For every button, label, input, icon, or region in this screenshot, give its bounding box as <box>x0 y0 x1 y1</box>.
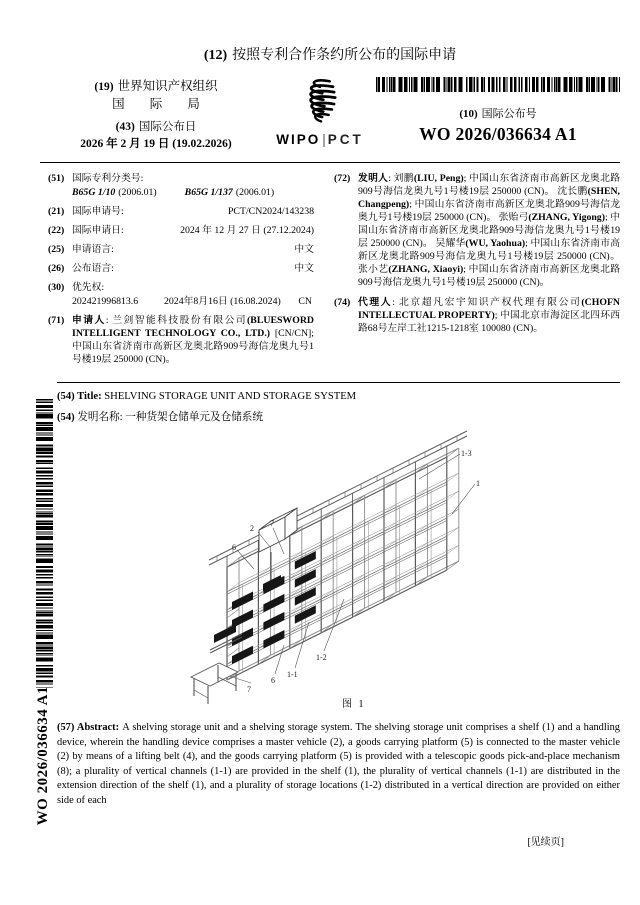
field-30-number: (30) <box>48 282 65 293</box>
priority-date: 2024年8月16日 (16.08.2024) <box>164 296 281 307</box>
ipc-code-entry <box>185 186 275 199</box>
agent-paragraph <box>334 296 620 335</box>
field-12-number: (12) <box>203 48 228 63</box>
priority-country: CN <box>298 296 312 307</box>
field-21-label: 国际申请号: <box>72 206 124 217</box>
field-22-value: 2024 年 12 月 27 日 (27.12.2024) <box>180 225 314 236</box>
wipo-logo-block <box>272 77 368 147</box>
ipc-section <box>48 172 314 199</box>
ipc-header <box>48 172 314 185</box>
ipc-code: B65G 1/10 <box>72 187 116 198</box>
ipc-year: (2006.01) <box>118 187 157 198</box>
field-row-application-number <box>48 205 314 218</box>
field-row-filing-date <box>48 224 314 237</box>
figure-label-6b: 6 <box>271 676 275 685</box>
header-org-block <box>40 77 272 153</box>
field-26-label: 公布语言: <box>72 263 114 274</box>
priority-section <box>48 281 314 308</box>
pub-date-label: 国际公布日 <box>138 121 197 133</box>
figure-label-1-3: 1-3 <box>461 449 472 458</box>
figure-label-7b: 7 <box>247 685 251 694</box>
header-pubno-block <box>368 77 620 145</box>
inventors-paragraph <box>334 172 620 289</box>
publication-number: WO 2026/036634 A1 <box>419 124 577 144</box>
figure-caption: 图 1 <box>342 699 366 710</box>
figure-label-2: 2 <box>250 524 254 533</box>
applicant-text: 申请人: 兰剑智能科技股份有限公司(BLUESWORD INTELLIGENT TECHNOLOGY CO., LTD.) [CN/CN]; 中国山东省济南市高新区龙奥北路909号海信龙奥九号1号楼19层 250000 (CN)。 <box>72 315 315 365</box>
field-21-value: PCT/CN2024/143238 <box>227 206 314 217</box>
header <box>40 77 620 153</box>
left-column <box>48 172 314 373</box>
field-51-number: (51) <box>48 173 65 184</box>
continuation-note: [见续页] <box>527 836 564 848</box>
side-publication-number-text: WO 2026/036634 A1 <box>34 686 51 826</box>
inventors-text: 发明人: 刘鹏(LIU, Peng); 中国山东省济南市高新区龙奥北路909号海信龙奥九号1号楼19层 250000 (CN)。 沈长鹏(SHEN, Changpeng); 中国山东省济南市高新区龙奥北路909号海信龙奥九号1号楼19层 250000 (CN)。 张贻弓(ZHANG, Yigong); 中国山东省济南市高新区龙奥北路909号海信龙奥九号1号楼19层 250000 (CN)。 吴耀华(WU, Yaohua); 中国山东省济南市高新区龙奥北路909号海信龙奥九号1号楼19层 250000 (CN)。 张小艺(ZHANG, Xiaoyi); 中国山东省济南市高新区龙奥北路909号海信龙奥九号1号楼19层 250000 (CN)。 <box>358 173 621 288</box>
title-chinese: (54) 发明名称: 一种货架仓储单元及仓储系统 <box>57 412 263 423</box>
logo-separator: | <box>322 132 326 147</box>
field-74-number: (74) <box>334 297 351 308</box>
figure-label-1-1: 1-1 <box>287 670 298 679</box>
ipc-codes <box>48 186 314 199</box>
title-divider <box>57 382 620 383</box>
field-26-number: (26) <box>48 263 65 274</box>
ipc-year: (2006.01) <box>235 187 275 198</box>
field-22-label: 国际申请日: <box>72 225 124 236</box>
right-column <box>334 172 620 373</box>
applicant-paragraph <box>48 314 314 366</box>
field-25-value: 中文 <box>294 244 314 255</box>
pct-text: PCT <box>327 132 364 147</box>
wipo-globe-icon <box>294 77 346 129</box>
wipo-pct-wordmark <box>272 132 368 147</box>
agent-text: 代理人: 北京超凡宏宇知识产权代理有限公司(CHOFN INTELLECTUAL PROPERTY); 中国北京市海淀区北四环西路68号左岸工社1215-1218室 100080 (CN)。 <box>358 297 621 334</box>
pub-date-label-line <box>40 119 272 136</box>
document-kind-line <box>40 44 620 64</box>
field-71-number: (71) <box>48 315 65 326</box>
field-43-number: (43) <box>115 121 135 133</box>
title-section <box>57 382 620 425</box>
priority-app-number: 202421996813.6 <box>72 296 139 307</box>
pub-no-label-line <box>376 105 620 121</box>
field-row-filing-language <box>48 243 314 256</box>
field-19-number: (19) <box>94 81 114 93</box>
ipc-code: B65G 1/137 <box>184 187 233 198</box>
shelving-rack-drawing <box>191 431 475 704</box>
pub-date-value: 2026 年 2 月 19 日 (19.02.2026) <box>80 138 232 150</box>
side-publication-number <box>31 686 55 876</box>
figure-drawing <box>57 429 620 721</box>
abstract-paragraph: (57) Abstract: A shelving storage unit and a shelving storage system. The shelving storage unit comprises a shelf (1) and a handling device, wherein the handling device comprises a master vehicle (2), a goods carrying platform (5) is connected to the master vehicle (2) by means of a lifting belt (4), and the goods carrying platform (5) is provided with a telescopic goods pick-and-place mechanism (8); a plurality of vertical channels (1-1) are provided in the shelf (1), the plurality of vertical channels (1-1) are distributed in the extension direction of the shelf (1), and a plurality of storage locations (1-2) distributed in a vertical direction are provided on either side of each <box>57 722 620 806</box>
field-25-label: 申请语言: <box>72 244 114 255</box>
ipc-code-entry <box>72 186 157 199</box>
bibliographic-columns <box>40 163 620 373</box>
figure-label-1: 1 <box>476 479 480 488</box>
priority-data <box>48 295 314 308</box>
org-line <box>40 78 272 96</box>
field-12-text: 按照专利合作条约所公布的国际申请 <box>232 48 457 63</box>
field-row-publication-language <box>48 262 314 275</box>
field-21-number: (21) <box>48 206 65 217</box>
page-content <box>40 44 620 848</box>
figure-label-1-2: 1-2 <box>316 653 327 662</box>
figure-label-7a: 7 <box>270 519 274 528</box>
org-name: 世界知识产权组织 <box>117 79 218 93</box>
field-10-number: (10) <box>459 108 478 120</box>
priority-header <box>48 281 314 294</box>
priority-label: 优先权: <box>72 282 105 293</box>
wipo-text: WIPO <box>276 132 321 147</box>
ipc-label: 国际专利分类号: <box>72 173 144 184</box>
barcode-horizontal <box>376 77 620 92</box>
barcode-vertical <box>36 399 53 688</box>
field-25-number: (25) <box>48 244 65 255</box>
field-72-number: (72) <box>334 173 351 184</box>
title-english: (54) Title: SHELVING STORAGE UNIT AND STORAGE SYSTEM <box>57 391 357 402</box>
pub-no-label: 国际公布号 <box>481 108 537 120</box>
field-22-number: (22) <box>48 225 65 236</box>
figure-1 <box>57 429 620 721</box>
figure-label-6a: 6 <box>232 543 236 552</box>
field-26-value: 中文 <box>294 263 314 274</box>
org-bureau: 国 际 局 <box>112 97 211 111</box>
